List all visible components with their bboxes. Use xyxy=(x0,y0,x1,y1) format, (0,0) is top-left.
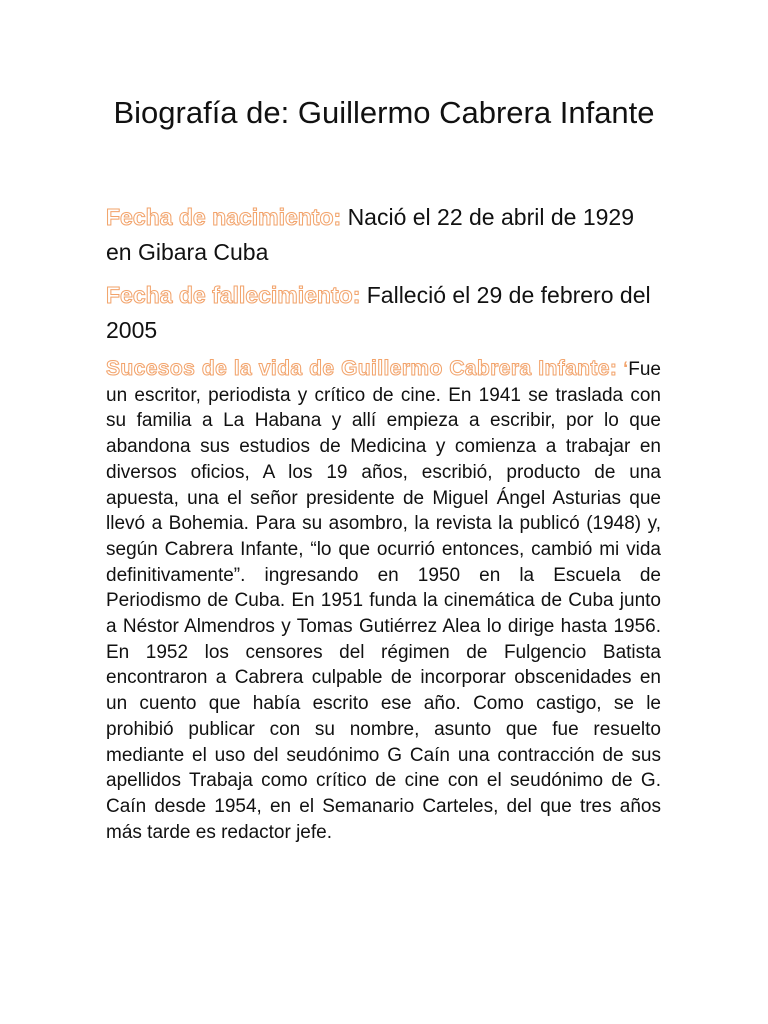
death-date-label: Fecha de fallecimiento: xyxy=(106,282,361,308)
death-date-value: Falleció el 29 de febrero del 2005 xyxy=(106,282,651,343)
death-date-paragraph xyxy=(106,278,661,348)
life-events-label: Sucesos de la vida de Guillermo Cabrera Infante: xyxy=(106,357,618,380)
birth-date-paragraph xyxy=(106,200,661,270)
life-events-text: Fue un escritor, periodista y crítico de cine. En 1941 se traslada con su familia a La Habana y allí empieza a escribir, por lo que abandona sus estudios de Medicina y comienza a trabajar en diversos oficios, A los 19 años, escribió, producto de una apuesta, una el señor presidente de Miguel Ángel Asturias que llevó a Bohemia. Para su asombro, la revista la publicó (1948) y, según Cabrera Infante, “lo que ocurrió entonces, cambió mi vida definitivamente”. ingresando en 1950 en la Escuela de Periodismo de Cuba. En 1951 funda la cinemática de Cuba junto a Néstor Almendros y Tomas Gutiérrez Alea lo dirige hasta 1956. En 1952 los censores del régimen de Fulgencio Batista encontraron a Cabrera culpable de incorporar obscenidades en un cuento que había escrito ese año. Como castigo, se le prohibió publicar con su nombre, asunto que fue resuelto mediante el uso del seudónimo G Caín una contracción de sus apellidos Trabaja como crítico de cine con el seudónimo de G. Caín desde 1954, en el Semanario Carteles, del que tres años más tarde es redactor jefe. xyxy=(106,359,661,843)
birth-date-label: Fecha de nacimiento: xyxy=(106,204,342,230)
opening-quote-mark: ‘ xyxy=(622,359,629,380)
birth-date-value: Nació el 22 de abril de 1929 en Gibara Cuba xyxy=(106,204,634,265)
page-title: Biografía de: Guillermo Cabrera Infante xyxy=(113,95,655,130)
life-events-paragraph xyxy=(106,356,661,845)
